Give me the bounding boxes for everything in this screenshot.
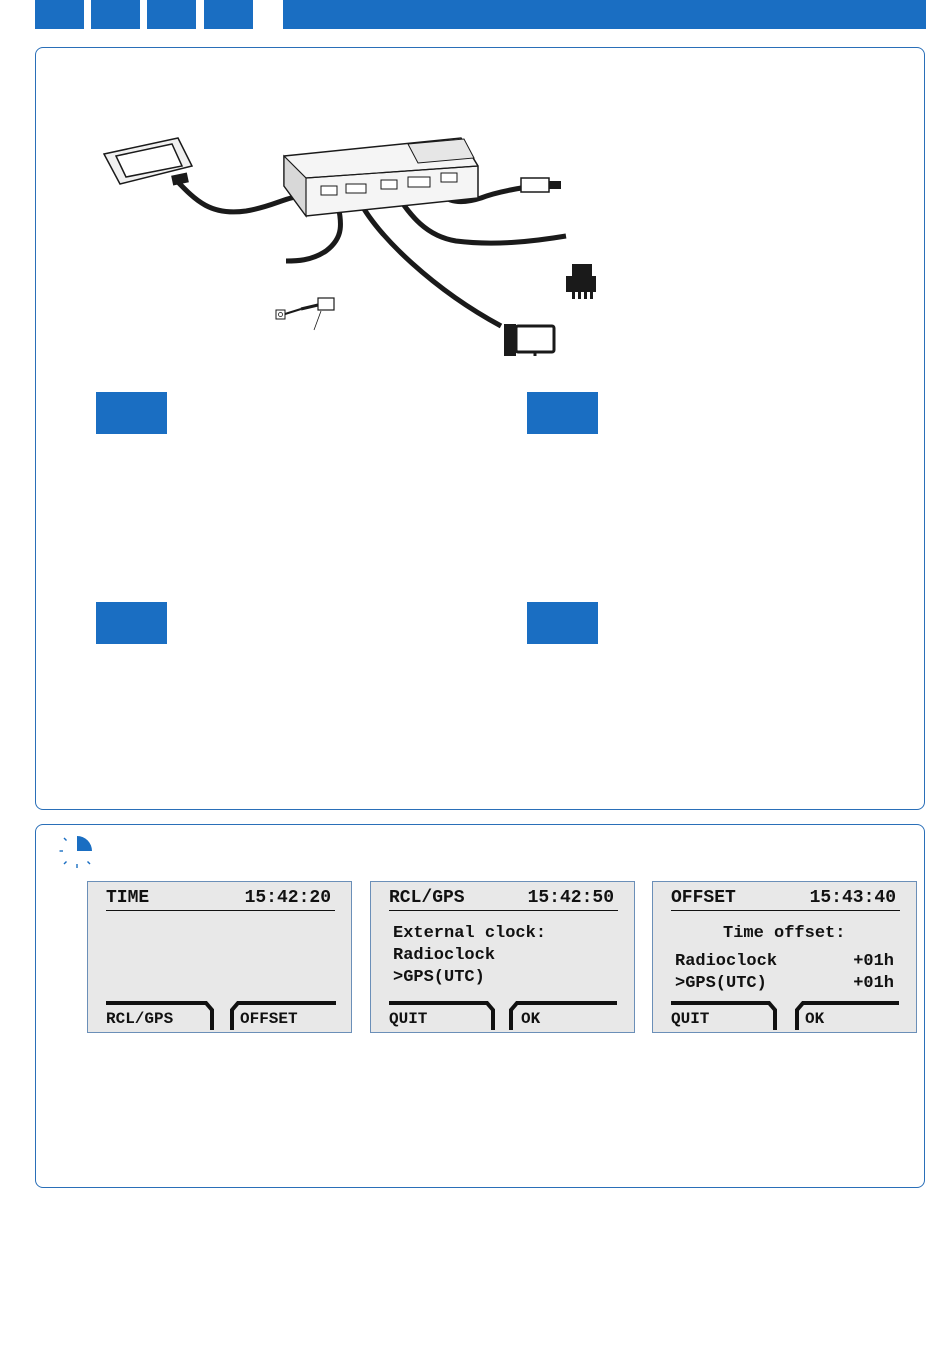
softkey-ok[interactable] (805, 1002, 905, 1032)
lcd-header (106, 888, 335, 911)
timer-icon (59, 833, 95, 869)
lcd-row-label-1: Radioclock (675, 952, 778, 971)
header-bar (283, 0, 926, 29)
lcd-heading: Time offset: (723, 924, 846, 943)
lcd-header (671, 888, 900, 911)
header-tab-2 (91, 0, 140, 29)
power-socket-icon (276, 298, 334, 330)
lcd-clock: 15:43:40 (809, 888, 896, 908)
header-tab-1 (35, 0, 84, 29)
usb-plug-icon (521, 178, 561, 192)
lcd-row-value-1: +01h (853, 952, 894, 971)
connection-diagram (96, 126, 596, 356)
step-box-4 (527, 602, 598, 644)
header-tab-4 (204, 0, 253, 29)
softkey-left-label: RCL/GPS (106, 1010, 174, 1028)
main-device (284, 138, 478, 216)
lcd-title: RCL/GPS (389, 888, 465, 908)
lcd-screen-time (87, 881, 352, 1033)
lcd-line-1: External clock: (393, 924, 547, 943)
lcd-clock: 15:42:20 (244, 888, 331, 908)
softkey-quit[interactable] (389, 1002, 489, 1032)
lcd-row-label-2: >GPS(UTC) (675, 974, 767, 993)
lcd-line-3: >GPS(UTC) (393, 968, 485, 987)
lcd-line-2: Radioclock (393, 946, 496, 965)
lcd-title: TIME (106, 888, 150, 908)
softkey-quit-label: QUIT (389, 1010, 428, 1028)
connection-panel (35, 47, 925, 810)
softkey-quit-label: QUIT (671, 1010, 710, 1028)
step-box-2 (527, 392, 598, 434)
lcd-screen-rcl-gps (370, 881, 635, 1033)
computer-monitor-icon (504, 324, 554, 356)
softkey-ok-label: OK (805, 1010, 825, 1028)
step-box-3 (96, 602, 167, 644)
softkey-ok-label: OK (521, 1010, 541, 1028)
lcd-header (389, 888, 618, 911)
lcd-clock: 15:42:50 (527, 888, 614, 908)
step-box-1 (96, 392, 167, 434)
lcd-title: OFFSET (671, 888, 736, 908)
softkey-right[interactable] (240, 1002, 340, 1032)
header-tab-3 (147, 0, 196, 29)
softkey-left[interactable] (106, 1002, 206, 1032)
lcd-row-value-2: +01h (853, 974, 894, 993)
touchscreen-terminal-icon (104, 138, 192, 186)
softkey-right-label: OFFSET (240, 1010, 298, 1028)
printer-icon (566, 264, 596, 299)
softkey-quit[interactable] (671, 1002, 771, 1032)
softkey-ok[interactable] (521, 1002, 621, 1032)
lcd-screen-offset (652, 881, 917, 1033)
